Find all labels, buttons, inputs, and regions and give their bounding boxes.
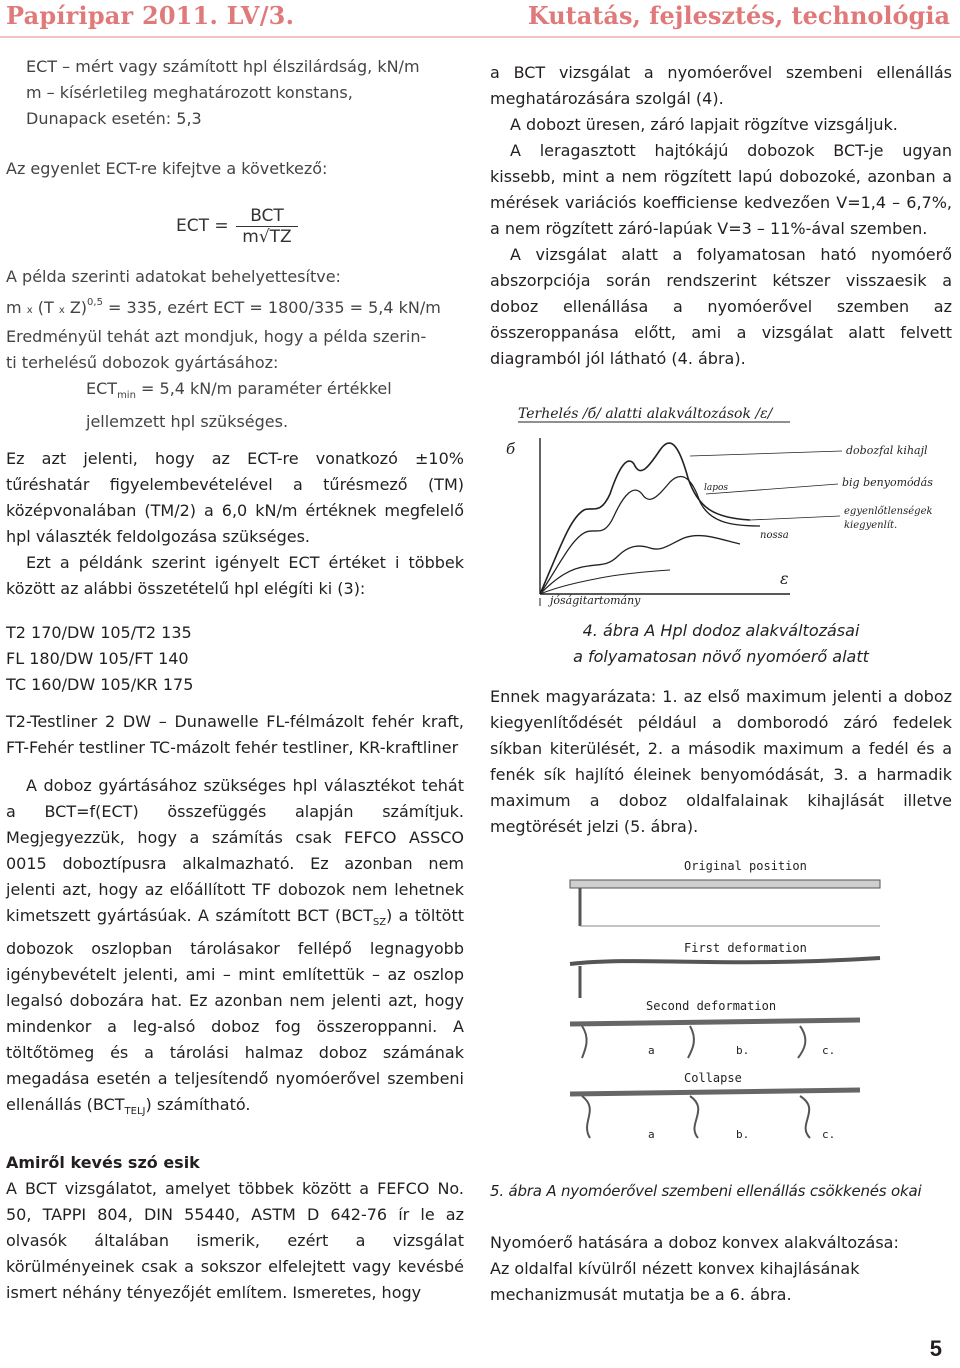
stage-collapse-wall-c: [800, 1096, 810, 1138]
running-header: [0, 0, 960, 40]
stage-second-lid: [570, 1020, 860, 1024]
definition-m: m – kísérletileg meghatározott konstans,: [26, 83, 353, 102]
stage-collapse-wall-a: [582, 1096, 590, 1138]
stage-first-label: First deformation: [684, 941, 807, 955]
label-leveling: kiegyenlít.: [844, 520, 898, 531]
stage-collapse-wall-b: [690, 1096, 698, 1138]
label-wall-buckling: dobozfal kihajl: [846, 444, 928, 457]
stage-second-wall-c: [798, 1026, 805, 1058]
left-body-3: [6, 1150, 464, 1306]
substitution-intro: A példa szerinti adatokat behelyettesítve:: [6, 267, 341, 286]
left-body: [6, 446, 464, 602]
figure-5: [560, 848, 890, 1148]
curve-upper: [540, 443, 750, 594]
combination-1: T2 170/DW 105/T2 135: [6, 623, 192, 642]
paragraph-bct: A doboz gyártásához szükséges hpl választékot tehát a BCT=f(ECT) összefüggés alapján számítjuk. Megjegyezzük, hogy a számítás csak FEFCO ASSCO 0015 doboztípusra alkalmazható. Ez azonban nem jelenti azt, hogy az előállított TF dobozok nem lehetnek kimetszett gyártásúak. A számított BCT $(BCT_{SZ})$ a töltött dobozok oszlopban tárolásakor fellépő legnagyobb igénybevételt jelenti, ami – mint említettük – az oszlop legalsó dobozára hat. Ez azonban nem jelenti azt, hogy mindenkor a leg-alsó doboz fog összeroppanni. A töltőtömeg és a tárolási halmaz doboz számának megadása esetén a teljesítendő nyomóerővel szembeni ellenállás $(BCT_{TELJ})$ számítható.: [6, 776, 464, 1117]
box-deformation-stages: [560, 848, 890, 1148]
ectmin-line-2: jellemzett hpl szükséges.: [86, 412, 289, 431]
figure-4-caption-line-1: 4. ábra A Hpl dodoz alakváltozásai: [582, 621, 860, 640]
substitution-formula: m x (T x Z)$^{0,5}$ = 335, ezért ECT = 1800/335 = 5,4 kN/m: [6, 297, 441, 317]
stage-second-a: a: [648, 1044, 655, 1057]
stage-second-c: c.: [822, 1044, 836, 1057]
curve-lower: [540, 536, 740, 594]
substitution-block: [6, 264, 464, 435]
stage-collapse-label: Collapse: [684, 1071, 742, 1085]
stage-first-lid: [570, 958, 880, 964]
definitions-block: [6, 54, 464, 182]
paragraph-empty-box: A dobozt üresen, záró lapjait rögzítve vizsgáljuk.: [510, 115, 898, 134]
curve-middle: [540, 476, 760, 594]
figure-4-caption: [490, 618, 952, 670]
stage-second-b: b.: [736, 1044, 750, 1057]
epsilon-label: ε: [780, 569, 789, 588]
curve-base: [540, 570, 670, 594]
equation-intro: Az egyenlet ECT-re kifejtve a következő:: [6, 159, 328, 178]
equation-denominator: m√TZ: [242, 227, 292, 247]
journal-title: Papíripar 2011. LV/3.: [6, 1, 295, 30]
right-body-2: [490, 684, 952, 840]
result-line-1: Eredményül tehát azt mondjuk, hogy a példa szerin-: [6, 327, 427, 346]
stage-second-label: Second deformation: [646, 999, 777, 1013]
section-title: Kutatás, fejlesztés, technológia: [527, 1, 950, 30]
paragraph-legend: T2-Testliner 2 DW – Dunawelle FL-félmázolt fehér kraft, FT-Fehér testliner TC-mázolt fehér testliner, KR-kraftliner: [6, 712, 464, 757]
ectmin-line: $ECT_{min} = 5,4$ kN/m paraméter értékkel: [86, 379, 392, 401]
paragraph-convex: Nyomóerő hatására a doboz konvex alakváltozása:: [490, 1233, 899, 1252]
leader-wall-buckling: [690, 451, 842, 456]
label-wet: nossa: [760, 530, 789, 541]
label-flat: lapos: [704, 483, 729, 493]
paper-combinations: [6, 620, 464, 698]
figure-4: [500, 398, 952, 610]
sigma-label: б: [506, 440, 516, 458]
paragraph-ect-value: Ezt a példánk szerint igényelt ECT értéket i többek között az alábbi összetételű hpl elégíti ki (3):: [6, 553, 464, 598]
paragraph-explanation: Ennek magyarázata: 1. az első maximum jelenti a doboz kiegyenlítődését például a domborodó záró fedelek síkban kiterülését, 2. a második maximum a fedél és a fenék sík hajlító éleinek benyomódását, 3. a harmadik maximum a doboz oldalfalainak kihajlását illetve megtörését jelzi (5. ábra).: [490, 687, 952, 836]
stage-collapse-c: c.: [822, 1128, 836, 1141]
paragraph-figure-6: Az oldalfal kívülről nézett konvex kihajlásának mechanizmusát mutatja be a 6. ábra.: [490, 1259, 860, 1304]
header-rule: [0, 36, 960, 38]
right-body-3: [490, 1230, 952, 1308]
left-body-2: [6, 709, 464, 1125]
equation-lhs: ECT =: [176, 216, 229, 236]
label-unevenness: egyenlőtlenségek: [844, 506, 933, 517]
stage-second-wall-b: [688, 1026, 694, 1058]
paragraph-tolerance: Ez azt jelenti, hogy az ECT-re vonatkozó ±10% tűréshatár figyelembevételével a tűrésmező (TM) középvonalában (TM/2) a 6,0 kN/m értéknek megfelelő hpl választék feldolgozása szükséges.: [6, 449, 464, 546]
figure-5-caption: 5. ábra A nyomóerővel szembeni ellenállás csökkenés okai: [490, 1182, 922, 1200]
label-big-indent: big benyomódás: [842, 476, 933, 489]
stage-second-wall-a: [582, 1026, 587, 1058]
section-heading: Amiről kevés szó esik: [6, 1153, 200, 1172]
paragraph-standards: A BCT vizsgálatot, amelyet többek között a FEFCO No. 50, TAPPI 804, DIN 55440, ASTM D 642-76 ír le az olvasók általában ismerik, ezért a vizsgálat körülményeinek csak a sokszor elfelejtett vagy kevésbé ismert néhány tényezőjét említem. Ismeretes, hogy: [6, 1179, 464, 1302]
stage-collapse-lid: [570, 1090, 860, 1094]
result-line-2: ti terhelésű dobozok gyártásához:: [6, 353, 279, 372]
definition-ect: ECT – mért vagy számított hpl élszilárdság, kN/m: [26, 57, 420, 76]
paragraph-bct-purpose: a BCT vizsgálat a nyomóerővel szembeni ellenállás meghatározására szolgál (4).: [490, 63, 952, 108]
combination-2: FL 180/DW 105/FT 140: [6, 649, 189, 668]
right-body: [490, 60, 952, 372]
definition-dunapack: Dunapack esetén: 5,3: [26, 109, 202, 128]
leader-unevenness: [750, 516, 840, 520]
paragraph-force-absorption: A vizsgálat alatt a folyamatosan ható nyomóerő abszorpciója során rendszerint kétszer visszaesik a doboz ellenállása a nyomóerővel szemben az összeroppanása előtt, ami a vizsgálat alatt felvett diagramból jól látható (4. ábra).: [490, 245, 952, 368]
equation-numerator: BCT: [236, 206, 298, 227]
figure-4-title: Terhelés /б/ alatti alakváltozások /ε/: [518, 406, 773, 422]
good-range-label: jóságitartomány: [550, 594, 641, 607]
stage-collapse-b: b.: [736, 1128, 750, 1141]
paragraph-glued-flaps: A leragasztott hajtókájú dobozok BCT-je ugyan kissebb, mint a nem rögzített lapú dobozoké, azonban a mérések variációs koefficiense kedvezően V=1,4 – 6,7%, a nem rögzített záró-lapúak V=3 – 11%-ával szemben.: [490, 141, 952, 238]
stage-original-label: Original position: [684, 859, 807, 873]
figure-4-caption-line-2: a folyamatosan növő nyomóerő alatt: [573, 647, 869, 666]
deformation-diagram: [500, 398, 952, 610]
stage-original-lid: [570, 880, 880, 888]
page-number: 5: [929, 1336, 942, 1361]
stage-collapse-a: a: [648, 1128, 655, 1141]
combination-3: TC 160/DW 105/KR 175: [6, 675, 194, 694]
